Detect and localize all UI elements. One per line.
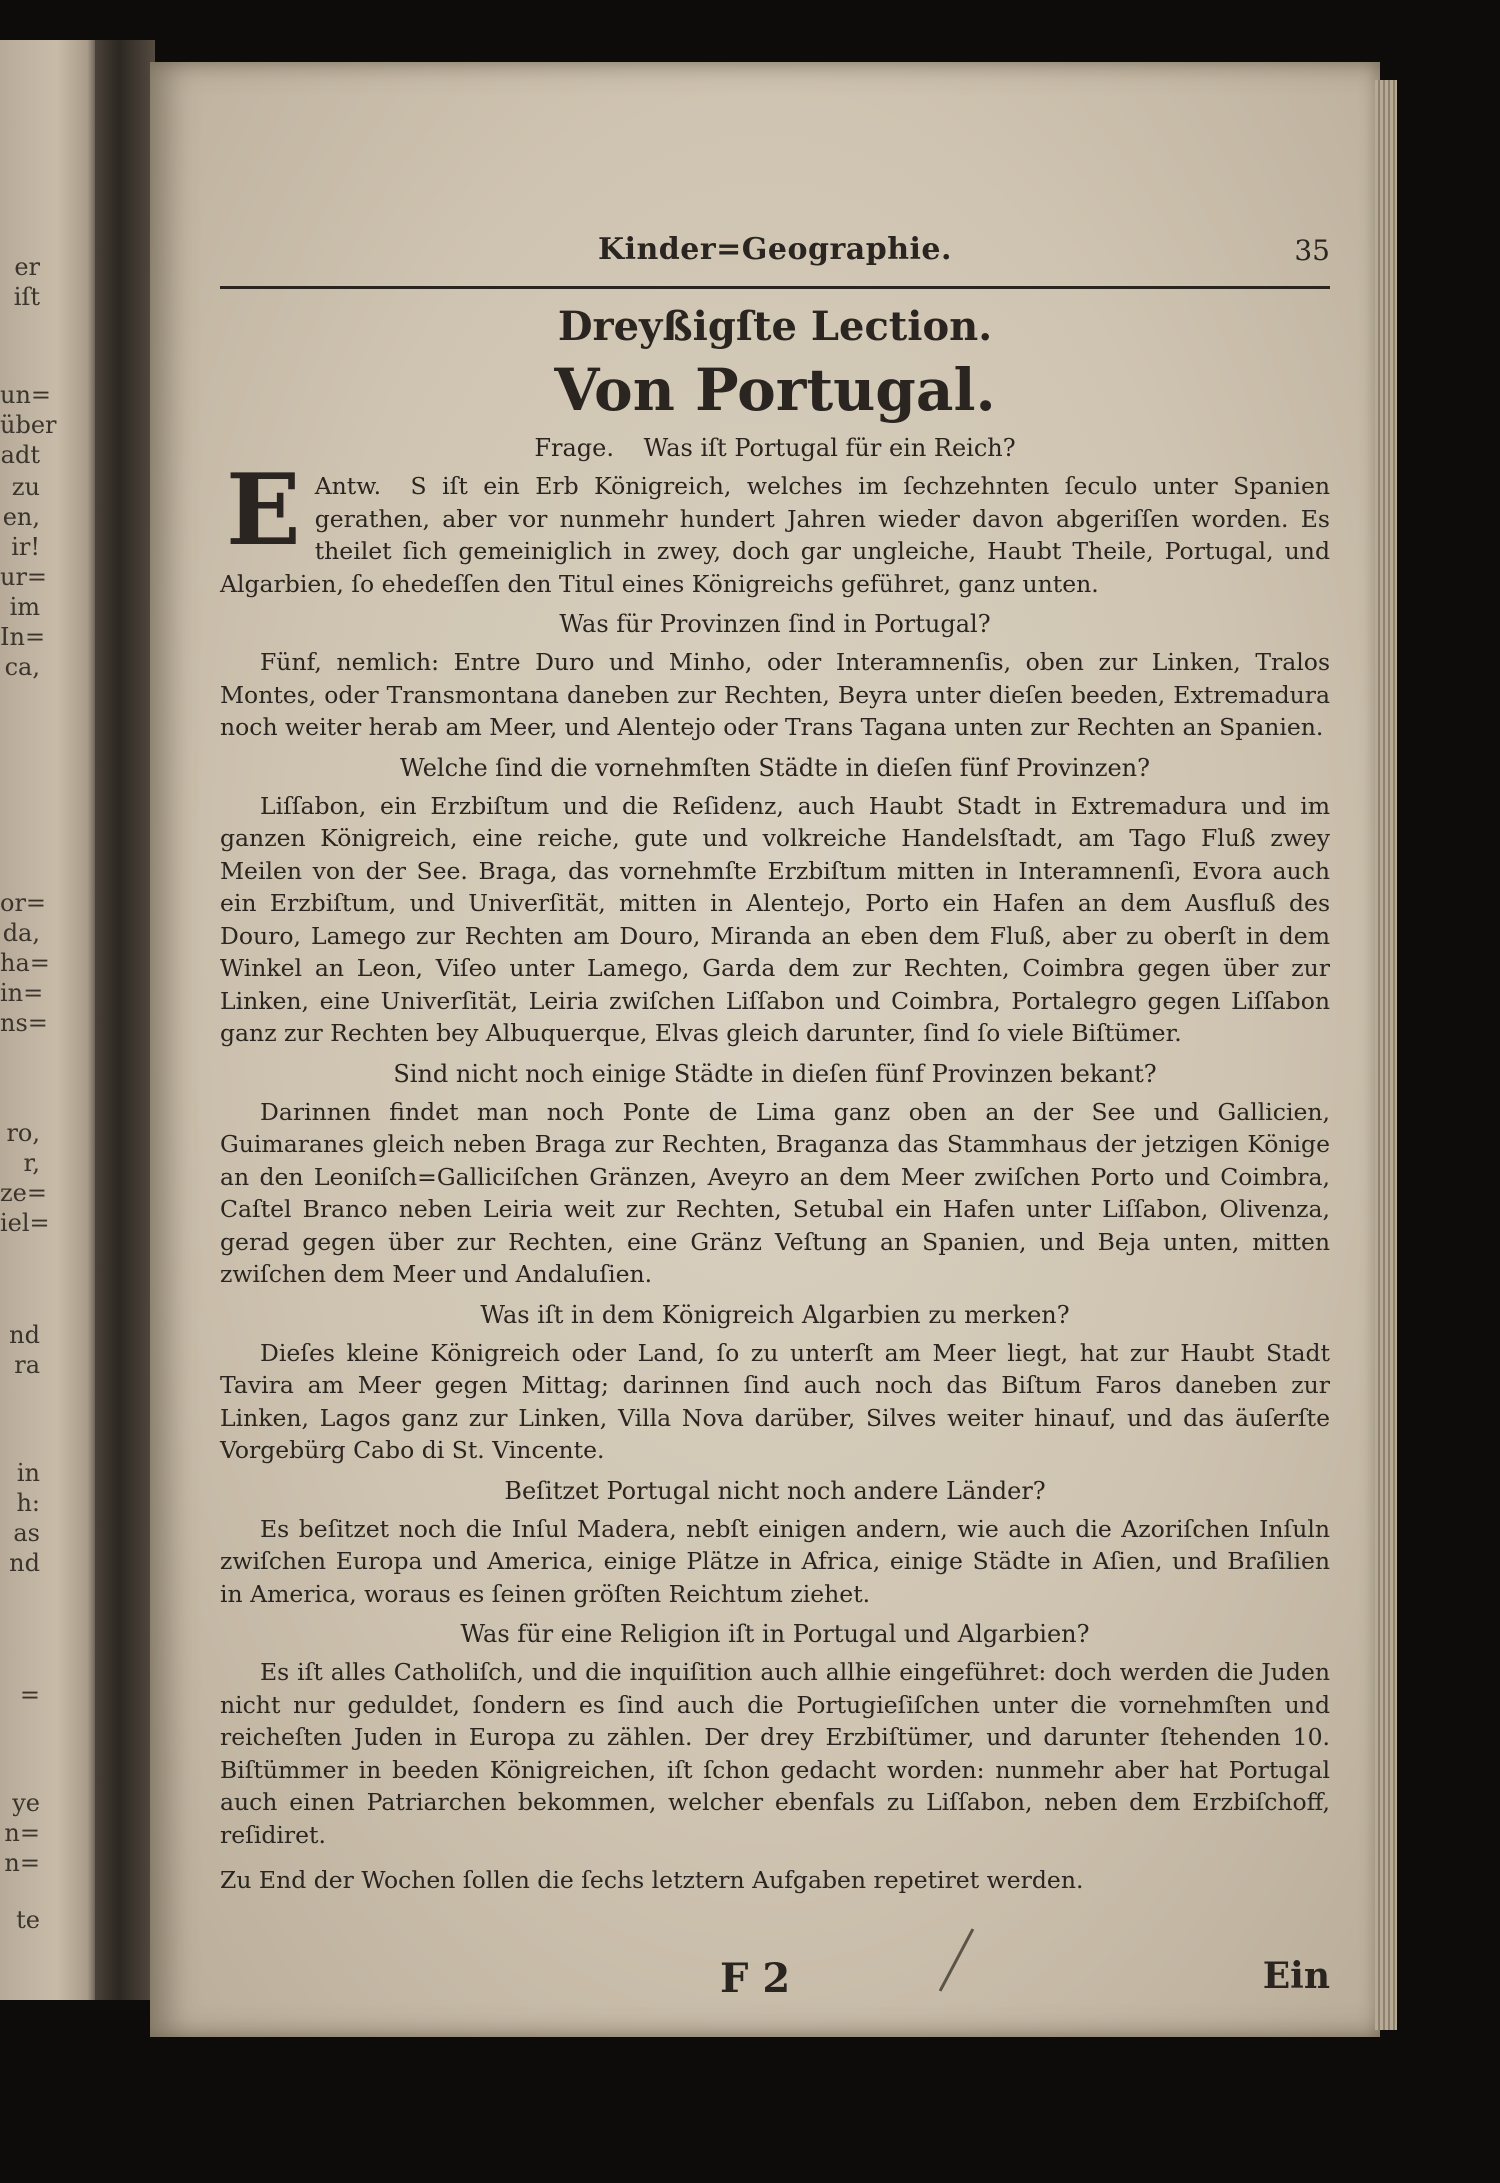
left-page-fragment: ze= (0, 1179, 47, 1207)
left-page-fragment: un= (0, 381, 52, 409)
left-page-fragment: ca, (4, 653, 40, 681)
left-page-fragment: zu (11, 473, 40, 501)
question-heading: Was iſt in dem Königreich Algarbien zu merken? (480, 1300, 1070, 1329)
left-page-fragment: or= (0, 889, 47, 917)
left-page-fragment: r, (23, 1149, 40, 1177)
previous-page-edge (0, 40, 95, 2000)
question-text: Was iſt Portugal für ein Reich? (643, 434, 1016, 462)
running-head (220, 232, 1330, 282)
book-page (150, 62, 1380, 2037)
left-page-fragment: er iſt (13, 253, 40, 311)
left-page-fragment: n= (4, 1849, 40, 1877)
answer-paragraph: Dieſes kleine Königreich oder Land, ſo zu unterſt am Meer liegt, hat zur Haubt Stadt Tavira am Meer gegen Mittag; darinnen ſind auch noch das Biſtum Faros daneben zur Linken, Lagos ganz zur Linken, Villa Nova darüber, Silves weiter hinauf, und das äuſerſte Vorgebürg Cabo di St. Vincente. (220, 1338, 1330, 1464)
left-page-fragment: in= (0, 979, 44, 1007)
page-stack-edge (1375, 80, 1397, 2030)
question-heading: Welche ſind die vornehmſten Städte in dieſen fünf Provinzen? (399, 753, 1151, 782)
left-page-fragment: in (16, 1459, 40, 1487)
closing-note: Zu End der Wochen ſollen die ſechs letztern Aufgaben repetiret werden. (220, 1866, 1084, 1894)
left-page-fragment: te (16, 1906, 40, 1934)
question-heading (220, 430, 1330, 466)
question-label: Frage. (534, 434, 615, 462)
question-heading: Was für eine Religion iſt in Portugal und Algarbien? (460, 1620, 1090, 1648)
page-footer (220, 1955, 1330, 2015)
page-number: 35 (1294, 234, 1330, 267)
left-page-fragment: = (19, 1681, 40, 1709)
answer-label: Antw. (314, 472, 382, 500)
left-page-fragment: adt (0, 441, 40, 469)
answer-text: S iſt ein Erb Königreich, welches im ſechzehnten ſeculo unter Spanien gerathen, aber vor nunmehr hundert Jahren wieder davon abgeriſſen worden. Es theilet ſich gemeiniglich in zwey, doch gar ungleiche, Haubt Theile, Portugal, und Algarbien, ſo ehedeſſen den Titul eines Königreichs geführet, ganz unten. (220, 472, 1330, 598)
answer-paragraph: Es iſt alles Catholiſch, und die inquiſition auch allhie eingeführet: doch werden die Juden nicht nur geduldet, ſondern es ſind auch die Portugieſiſchen unter die vornehmſten und reicheſten Juden in Europa zu zählen. Der drey Erzbiſtümer, und darunter ſtehenden 10. Biſtümmer in beeden Königreichen, iſt ſchon gedacht worden: nunmehr aber hat Portugal auch einen Patriarchen bekommen, welcher ebenfals zu Liſſabon, neben dem Erzbiſchoff, reſidiret. (220, 1658, 1330, 1849)
left-page-fragment: ra (14, 1351, 40, 1379)
left-page-fragment: ir! (11, 533, 40, 561)
question-heading: Sind nicht noch einige Städte in dieſen fünf Provinzen bekant? (393, 1059, 1157, 1088)
left-page-fragment: im (9, 593, 40, 621)
left-page-fragment: da, (2, 919, 40, 947)
left-page-fragment: as (13, 1519, 40, 1547)
answer-paragraph: Fünf, nemlich: Entre Duro und Minho, oder Interamnenſis, oben zur Linken, Tralos Montes, oder Transmontana daneben zur Rechten, Beyra unter dieſen beeden, Extremadura noch weiter herab am Meer, und Alentejo oder Trans Tagana unten zur Rechten an Spanien. (220, 648, 1330, 741)
question-heading: Was für Provinzen ſind in Portugal? (559, 610, 991, 638)
left-page-fragment: ye (12, 1789, 40, 1817)
left-page-fragment: ha= (0, 949, 50, 977)
lesson-title: Dreyßigſte Lection. (557, 303, 993, 350)
left-page-fragment: nd (9, 1321, 40, 1349)
answer-paragraph: Liſſabon, ein Erzbiſtum und die Reſidenz, auch Haubt Stadt in Extremadura und im ganzen Königreich, eine reiche, gute und volkreiche Handelsſtadt, am Tago Fluß zwey Meilen von der See. Braga, das vornehmſte Erzbiſtum mitten in Interamnenſi, Evora auch ein Erzbiſtum, und Univerſität, mitten in Alentejo, Porto ein Hafen an dem Ausfluß des Douro, Lamego zur Rechten am Douro, Miranda an eben dem Fluß, aber zu oberſt in dem Winkel an Leon, Viſeo unter Lamego, Garda dem zur Rechten, Coimbra gegen über zur Linken, eine Univerſität, Leiria zwiſchen Liſſabon und Coimbra, Portalegro gegen Liſſabon ganz zur Rechten bey Albuquerque, Elvas gleich darunter, ſind ſo viele Biſtümer. (220, 791, 1330, 1047)
left-page-fragment: ur= (0, 563, 48, 591)
running-title: Kinder=Geographie. (598, 232, 952, 267)
left-page-fragment: ns= (0, 1009, 48, 1037)
left-page-fragment: iel= (0, 1209, 50, 1237)
page-content (220, 232, 1330, 2015)
left-page-fragment: In= (0, 623, 46, 651)
answer-paragraph: Es beſitzet noch die Inſul Madera, nebſt einigen andern, wie auch die Azoriſchen Inſuln zwiſchen Europa und America, einige Plätze in Africa, einige Städte in Aſien, und Braſilien in America, woraus es ſeinen gröſten Reichtum ziehet. (220, 1514, 1330, 1608)
header-rule (220, 286, 1330, 289)
answer-paragraph (220, 453, 1330, 600)
question-sections (220, 606, 1330, 1851)
drop-cap: E (226, 453, 301, 568)
left-page-fragment: ro, (6, 1119, 40, 1147)
left-page-fragment: en, (2, 503, 40, 531)
left-page-fragment: h: (16, 1489, 40, 1517)
signature-mark: F 2 (720, 1955, 791, 2002)
page-title: Von Portugal. (554, 356, 996, 424)
catchword: Ein (1262, 1955, 1330, 1997)
book-gutter (95, 40, 155, 2000)
left-page-fragment: n= (4, 1819, 40, 1847)
answer-paragraph: Darinnen findet man noch Ponte de Lima ganz oben an der See und Gallicien, Guimaranes gleich neben Braga zur Rechten, Braganza das Stammhaus der jetzigen Könige an den Leoniſch=Galliciſchen Gränzen, Aveyro an dem Meer zwiſchen Porto und Coimbra, Caſtel Branco neben Leiria weit zur Rechten, Setubal ein Hafen unter Liſſabon, Olivenza, gerad gegen über zur Rechten, eine Gränz Veſtung an Spanien, und Beja unten, mitten zwiſchen dem Meer und Andaluſien. (220, 1097, 1330, 1288)
left-page-fragment: über (0, 411, 57, 439)
left-page-fragment: nd (9, 1549, 40, 1577)
question-heading: Beſitzet Portugal nicht noch andere Länder? (504, 1476, 1046, 1505)
